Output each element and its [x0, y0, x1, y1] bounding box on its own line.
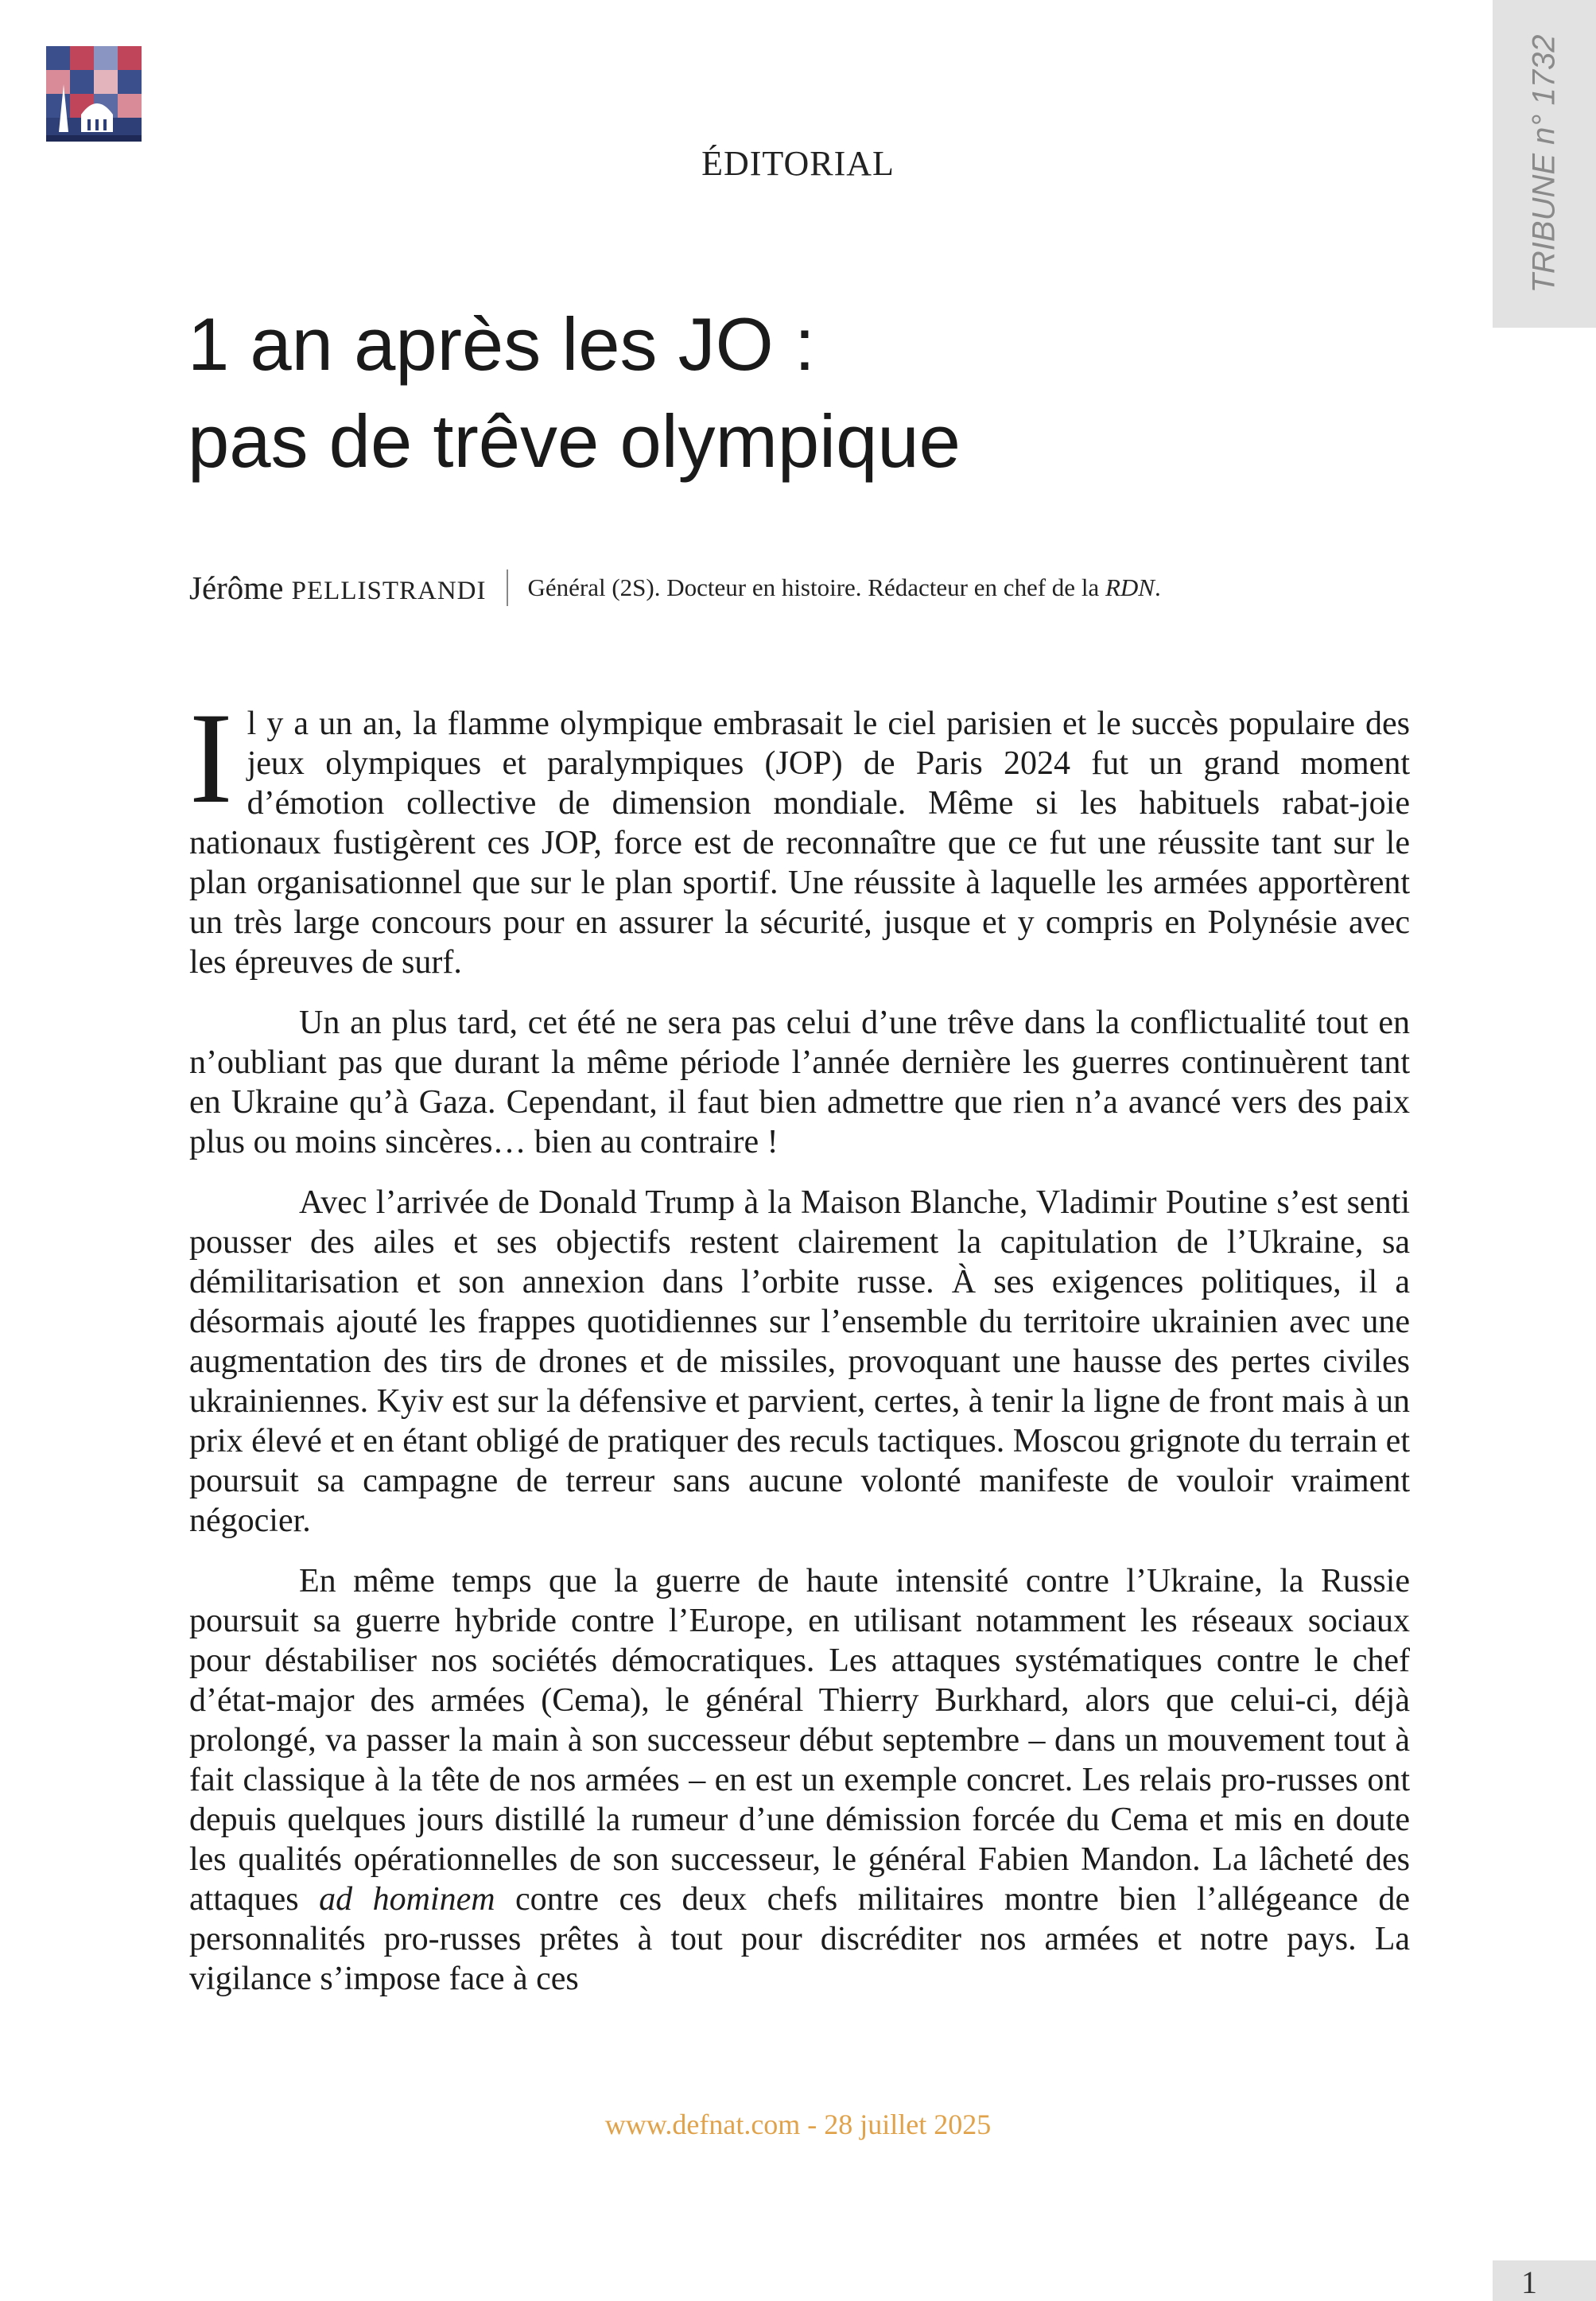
paragraph-3: Avec l’arrivée de Donald Trump à la Maison Blanche, Vladimir Poutine s’est senti pousser des ailes et ses objectifs restent clairement la capitulation de l’Ukraine, sa démilitarisation et son annexion dans l’orbite russe. À ses exigences politiques, il a désormais ajouté les frappes quotidiennes sur l’ensemble du territoire ukrainien avec une augmentation des tirs de drones et de missiles, provoquant une hausse des pertes civiles ukrainiennes. Kyiv est sur la défensive et parvient, certes, à tenir la ligne de front mais à un prix élevé et en étant obligé de pratiquer des reculs tactiques. Moscou grignote du terrain et poursuit sa campagne de terreur sans aucune volonté manifeste de vouloir vraiment négocier.	[189, 1184, 1410, 1539]
byline-separator	[507, 569, 508, 606]
author-first-name: Jérôme	[189, 569, 284, 606]
paragraph-2: Un an plus tard, cet été ne sera pas celui d’une trêve dans la conflictualité tout en n’oubliant pas que durant la même période l’année dernière les guerres continuèrent tant en Ukraine qu’à Gaza. Cependant, il faut bien admettre que rien n’a avancé vers des paix plus ou moins sincères… bien au contraire !	[189, 1005, 1410, 1160]
author-description-journal: RDN	[1105, 573, 1155, 601]
byline	[189, 568, 1161, 608]
author-description-text: Général (2S). Docteur en histoire. Rédacteur en chef de la	[527, 573, 1100, 601]
paragraph-1	[189, 686, 1410, 982]
paragraph-4-italic: ad hominem	[319, 1881, 495, 1918]
paragraph-4-text-a: En même temps que la guerre de haute intensité contre l’Ukraine, la Russie poursuit sa guerre hybride contre l’Europe, en utilisant notamment les réseaux sociaux pour déstabiliser nos sociétés démocratiques. Les attaques systématiques contre le chef d’état-major des armées (Cema), le général Thierry Burkhard, alors que celui-ci, déjà prolongé, va passer la main à son successeur début septembre – dans un mouvement tout à fait classique à la tête de nos armées – en est un exemple concret. Les relais pro-russes ont depuis quelques jours distillé la rumeur d’une démission forcée du Cema et mis en doute les qualités opérationnelles de son successeur, le général Fabien Mandon. La lâcheté des attaques	[189, 1563, 1410, 1918]
title-line-2: pas de trêve olympique	[188, 399, 961, 483]
paragraph-4-text-b: contre ces deux chefs militaires montre bien l’allégeance de personnalités pro-russes prêtes à tout pour discréditer nos armées et notre pays. La vigilance s’impose face à ces	[189, 1881, 1411, 1997]
rdn-logo-icon	[46, 46, 142, 142]
article-title	[188, 296, 961, 490]
paragraph-1-text: l y a un an, la flamme olympique embrasait le ciel parisien et le succès populaire des jeux olympiques et paralympiques (JOP) de Paris 2024 fut un grand moment d’émotion collective de dimension mondiale. Même si les habituels rabat-joie nationaux fustigèrent ces JOP, force est de reconnaître que ce fut une réussite tant sur le plan organisationnel que sur le plan sportif. Une réussite à laquelle les armées apportèrent un très large concours pour en assurer la sécurité, jusque et y compris en Polynésie avec les épreuves de surf.	[189, 705, 1410, 981]
paragraph-4	[189, 1561, 1410, 1999]
title-line-1: 1 an après les JO :	[188, 302, 815, 386]
tribune-number-label: TRIBUNE n° 1732	[1526, 34, 1562, 293]
drop-cap: I	[189, 686, 233, 830]
author-description	[527, 573, 1160, 602]
author-last-name: PELLISTRANDI	[291, 577, 487, 605]
footer-source: www.defnat.com - 28 juillet 2025	[604, 2109, 992, 2140]
article-body	[189, 686, 1411, 2019]
rubric-heading: ÉDITORIAL	[701, 144, 895, 183]
author-description-end: .	[1154, 573, 1161, 601]
page-number-tab	[1493, 2260, 1596, 2301]
page-number: 1	[1521, 2264, 1537, 2300]
author-name	[189, 569, 486, 607]
